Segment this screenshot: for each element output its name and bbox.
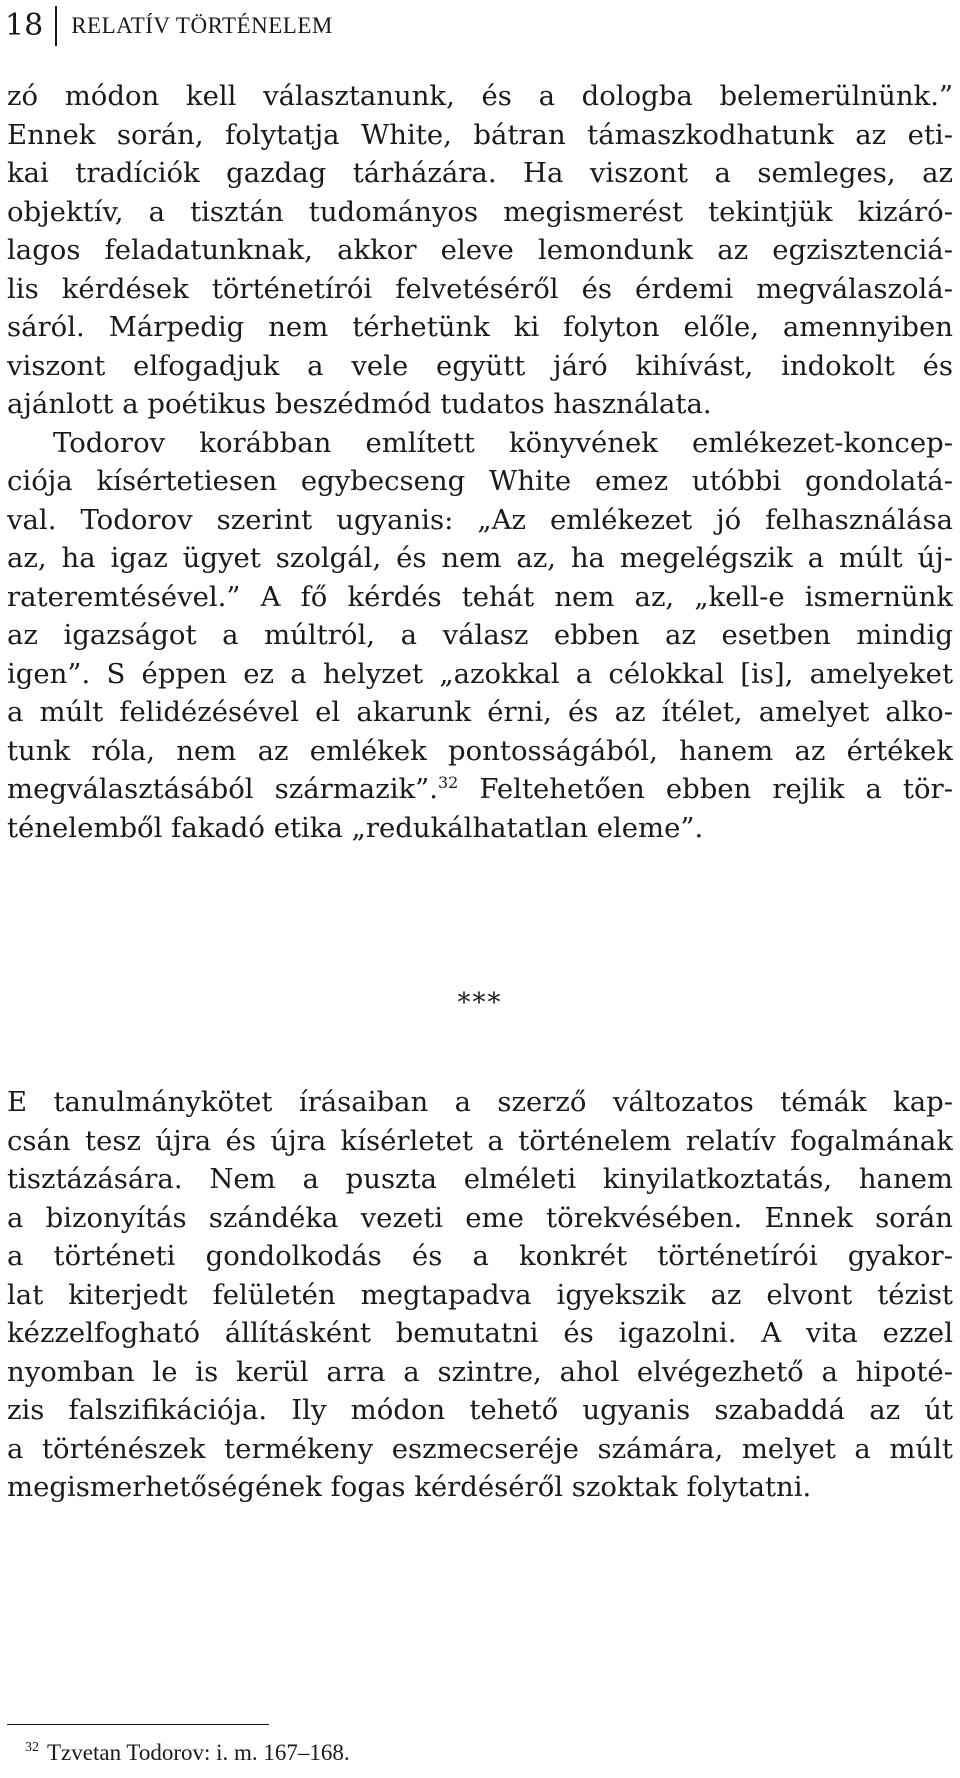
text-line: zis falszifikációja. Ily módon tehető ugyanis szabaddá az út — [7, 1394, 953, 1426]
text-line: a múlt felidézésével el akarunk érni, és az ítélet, amelyet alko- — [7, 696, 953, 728]
text-fragment: Feltehetően ebben rejlik a tör- — [458, 773, 953, 805]
text-line: a bizonyítás szándéka vezeti eme törekvésében. Ennek során — [7, 1202, 953, 1234]
text-line: a történeti gondolkodás és a konkrét történetírói gyakor- — [7, 1240, 953, 1272]
text-line: Ennek során, folytatja White, bátran támaszkodhatunk az eti- — [7, 119, 953, 151]
page-number: 18 — [5, 8, 44, 43]
running-head: RELATÍV TÖRTÉNELEM — [71, 13, 333, 38]
text-line: ténelemből fakadó etika „redukálhatatlan eleme”. — [7, 812, 704, 844]
text-line: kézzelfogható állításként bemutatni és igazolni. A vita ezzel — [7, 1317, 953, 1349]
text-line: rateremtésével.” A fő kérdés tehát nem az, „kell-e ismernünk — [7, 581, 953, 613]
text-line: ajánlott a poétikus beszédmód tudatos használata. — [7, 388, 712, 420]
text-line: tisztázására. Nem a puszta elméleti kinyilatkoztatás, hanem — [7, 1163, 953, 1195]
text-line: a történészek termékeny eszmecseréje számára, melyet a múlt — [7, 1433, 953, 1465]
text-line: lat kiterjedt felületén megtapadva igyekszik az elvont tézist — [7, 1279, 953, 1311]
text-line: Todorov korábban említett könyvének emlékezet-koncep- — [53, 427, 953, 459]
footnote-reference[interactable]: 32 — [437, 772, 459, 792]
text-line: kai tradíciók gazdag tárházára. Ha viszont a semleges, az — [7, 157, 953, 189]
text-line: val. Todorov szerint ugyanis: „Az emlékezet jó felhasználása — [7, 504, 953, 536]
footnote-mark: 32 — [25, 1740, 39, 1756]
text-line: igen”. S éppen ez a helyzet „azokkal a célokkal [is], amelyeket — [7, 658, 953, 690]
text-line: az, ha igaz ügyet szolgál, és nem az, ha megelégszik a múlt új- — [7, 542, 953, 574]
text-line: az igazságot a múltról, a válasz ebben az esetben mindig — [7, 619, 953, 651]
footnote-rule — [7, 1724, 269, 1725]
text-line: lis kérdések történetírói felvetéséről és érdemi megválaszolá- — [7, 273, 953, 305]
text-line: ciója kísértetiesen egybecseng White emez utóbbi gondolatá- — [7, 465, 953, 497]
section-separator: *** — [457, 988, 503, 1018]
text-line: E tanulmánykötet írásaiban a szerző változatos témák kap- — [7, 1086, 953, 1118]
footnote — [7, 1736, 350, 1770]
footnote-text: Tzvetan Todorov: i. m. 167–168. — [47, 1740, 350, 1765]
text-line: objektív, a tisztán tudományos megismerést tekintjük kizáró- — [7, 196, 953, 228]
page-header — [5, 4, 333, 48]
text-line: nyomban le is kerül arra a szintre, ahol elvégezhető a hipoté- — [7, 1356, 953, 1388]
text-line: sáról. Márpedig nem térhetünk ki folyton előle, amennyiben — [7, 311, 953, 343]
text-line — [7, 769, 953, 809]
text-line: tunk róla, nem az emlékek pontosságából, hanem az értékek — [7, 735, 953, 767]
text-line: viszont elfogadjuk a vele együtt járó kihívást, indokolt és — [7, 350, 953, 382]
text-line: lagos feladatunknak, akkor eleve lemondunk az egzisztenciá- — [7, 234, 953, 266]
text-line: megismerhetőségének fogas kérdéséről szoktak folytatni. — [7, 1471, 812, 1503]
text-line: zó módon kell választanunk, és a dologba belemerülnünk.” — [7, 80, 953, 112]
text-fragment: megválasztásából származik”. — [7, 773, 438, 805]
text-line: csán tesz újra és újra kísérletet a történelem relatív fogalmának — [7, 1125, 953, 1157]
